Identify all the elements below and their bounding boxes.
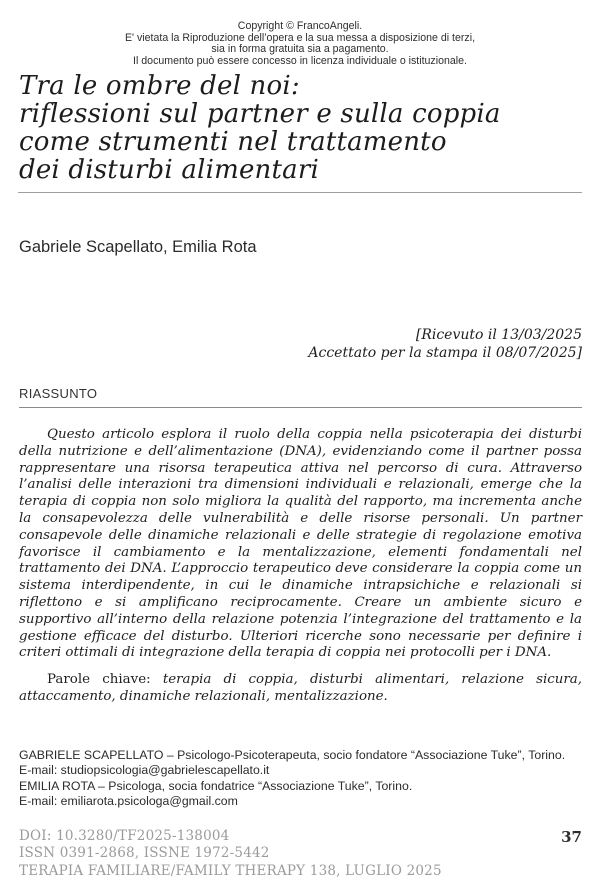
journal-line: TERAPIA FAMILIARE/FAMILY THERAPY 138, LUGLIO 2025 [19,862,442,879]
issn-line: ISSN 0391-2868, ISSNE 1972-5442 [19,845,270,862]
keywords-label: Parole chiave: [47,672,163,688]
authors: Gabriele Scapellato, Emilia Rota [19,238,257,256]
affiliation-email-1: E-mail: studiopsicologia@gabrielescapellato.it [19,763,270,778]
affiliation-email-2: E-mail: emiliarota.psicologa@gmail.com [19,793,238,808]
page-number: 37 [561,828,582,847]
copyright-line-1: Copyright © FrancoAngeli. [237,20,363,32]
affiliation-author-1: GABRIELE SCAPELLATO – Psicologo-Psicoterapeuta, socio fondatore “Associazione Tuke”, Torino. [19,748,566,762]
copyright-line-3: sia in forma gratuita sia a pagamento. [211,43,389,56]
page-footer [19,828,582,880]
title-line-2: riflessioni sul partner e sulla coppia [19,99,501,129]
affiliation-author-2: EMILIA ROTA – Psicologa, socia fondatrice “Associazione Tuke”, Torino. [19,778,413,793]
title-line-1: Tra le ombre del noi: [19,71,300,101]
received-accepted-dates [19,326,582,362]
footer-meta [19,828,442,880]
abstract-heading: RIASSUNTO [19,386,582,408]
doi-line: DOI: 10.3280/TF2025-138004 [19,828,230,845]
abstract-section [19,386,582,706]
title-line-4: dei disturbi alimentari [19,155,319,185]
title-divider [18,192,582,193]
copyright-notice [19,21,581,67]
copyright-line-2: E' vietata la Riproduzione dell’opera e la sua messa a disposizione di terzi, [124,31,476,44]
keywords-list: terapia di coppia, disturbi alimentari, relazione sicura, attaccamento, dinamiche relazionali, mentalizzazione. [19,672,583,704]
title-line-3: come strumenti nel trattamento [19,127,447,157]
affiliations [19,748,581,809]
received-date-line: [Ricevuto il 13/03/2025 [415,327,582,343]
article-title [19,72,581,184]
keywords [19,672,582,706]
accepted-date-line: Accettato per la stampa il 08/07/2025] [308,345,582,361]
abstract-text: Questo articolo esplora il ruolo della coppia nella psicoterapia dei disturbi della nutrizione e dell’alimentazione (DNA), evidenziando come il partner possa rappresentare una risorsa terapeutica attiva nel percorso di cura. Attraverso l’analisi delle interazioni tra dimensioni individuali e relazionali, emerge che la terapia di coppia non solo migliora la qualità del rapporto, ma incrementa anche la consapevolezza delle vulnerabilità e delle risorse personali. Un partner consapevole delle dinamiche relazionali e delle strategie di regolazione emotiva favorisce il cambiamento e la mentalizzazione, elementi fondamentali nel trattamento dei DNA. L’approccio terapeutico deve considerare la coppia come un sistema interdipendente, in cui le dinamiche intrapsichiche e relazionali si riflettono e si amplificano reciprocamente. Creare un ambiente sicuro e supportivo all’interno della relazione potenzia l’integrazione del trattamento e la gestione efficace del disturbo. Ulteriori ricerche sono necessarie per definire i criteri ottimali di integrazione della terapia di coppia nei protocolli per i DNA. [19,427,582,661]
copyright-line-4: Il documento può essere concesso in licenza individuale o istituzionale. [133,54,467,67]
